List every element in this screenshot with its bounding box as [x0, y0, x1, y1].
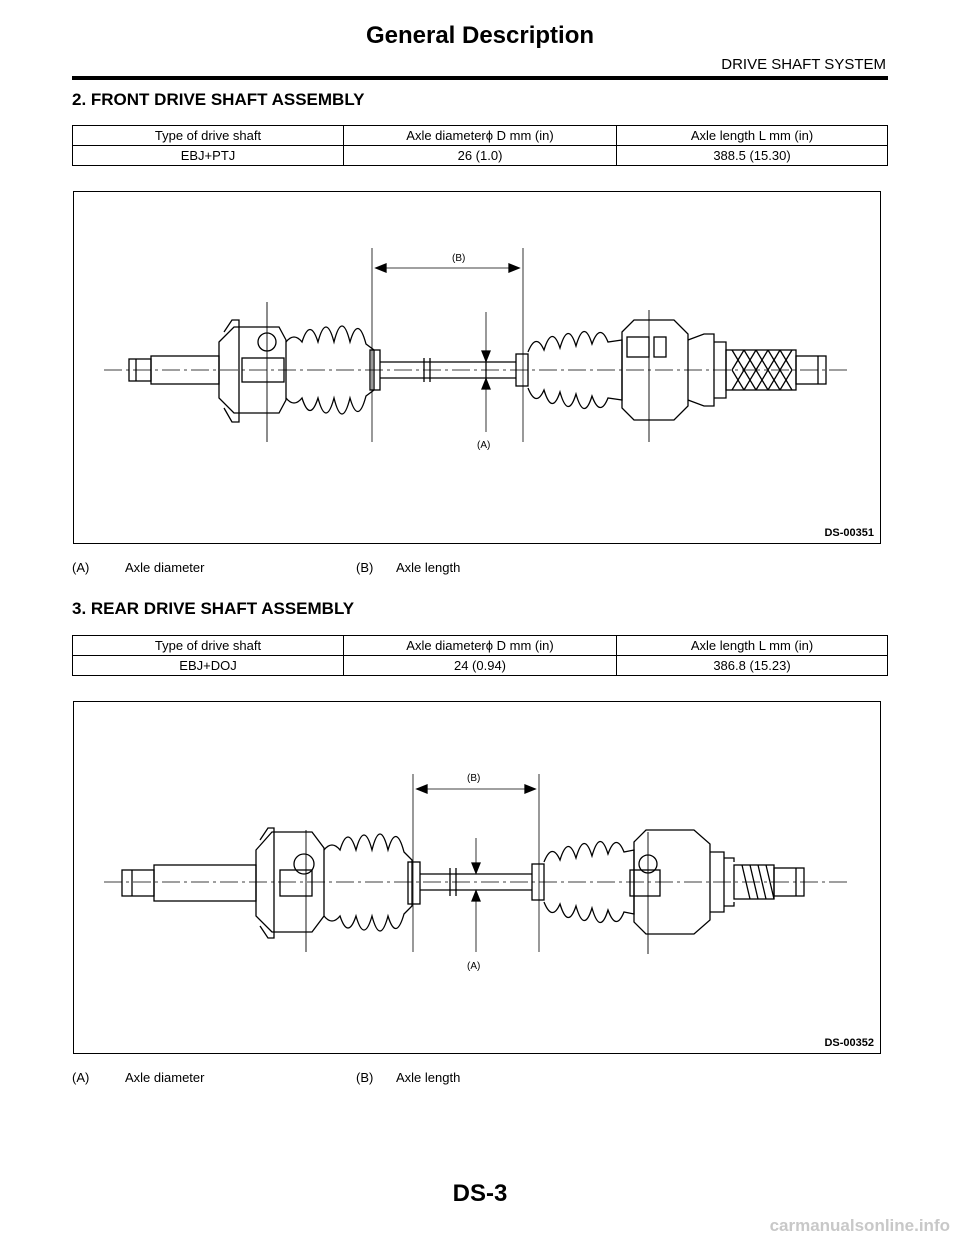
section-header: DRIVE SHAFT SYSTEM	[721, 56, 886, 73]
rear-drive-shaft-figure	[73, 701, 881, 1054]
label-a: (A)	[467, 961, 481, 972]
legend-key: (B)	[356, 1070, 374, 1085]
table-cell: 386.8 (15.23)	[617, 656, 888, 676]
table-header-cell: Axle length L mm (in)	[617, 126, 888, 146]
figure-code: DS-00352	[824, 1037, 874, 1049]
legend-key: (A)	[72, 1070, 90, 1085]
legend-item	[72, 1070, 205, 1085]
table-row	[73, 146, 888, 166]
page-number: DS-3	[452, 1180, 508, 1207]
legend-text: Axle length	[396, 1070, 461, 1085]
front-section-title: 2. FRONT DRIVE SHAFT ASSEMBLY	[72, 90, 365, 109]
legend-item	[72, 560, 205, 575]
legend-text: Axle diameter	[125, 560, 205, 575]
page-title: General Description	[365, 22, 595, 49]
table-header-row	[73, 126, 888, 146]
legend-key: (A)	[72, 560, 90, 575]
figure-code: DS-00351	[824, 527, 874, 539]
rear-spec-table	[72, 635, 888, 676]
table-header-cell: Type of drive shaft	[73, 636, 344, 656]
rear-section-title: 3. REAR DRIVE SHAFT ASSEMBLY	[72, 599, 355, 618]
legend-key: (B)	[356, 560, 374, 575]
table-header-cell: Type of drive shaft	[73, 126, 344, 146]
table-row	[73, 656, 888, 676]
table-cell: EBJ+DOJ	[73, 656, 344, 676]
watermark[interactable]: carmanualsonline.info	[769, 1216, 950, 1235]
legend-text: Axle diameter	[125, 1070, 205, 1085]
table-cell: 24 (0.94)	[344, 656, 617, 676]
front-drive-shaft-figure	[73, 191, 881, 544]
table-cell: 26 (1.0)	[344, 146, 617, 166]
header-rule	[72, 76, 888, 80]
label-a: (A)	[477, 440, 491, 451]
front-drive-shaft-drawing	[74, 192, 880, 543]
table-cell: EBJ+PTJ	[73, 146, 344, 166]
rear-drive-shaft-drawing	[74, 702, 880, 1053]
table-header-cell: Axle diameterϕ D mm (in)	[344, 126, 617, 146]
front-spec-table	[72, 125, 888, 166]
legend-item	[356, 1070, 461, 1085]
table-header-cell: Axle length L mm (in)	[617, 636, 888, 656]
legend-item	[356, 560, 461, 575]
table-header-row	[73, 636, 888, 656]
label-b: (B)	[452, 253, 466, 264]
label-b: (B)	[467, 773, 481, 784]
table-cell: 388.5 (15.30)	[617, 146, 888, 166]
legend-text: Axle length	[396, 560, 461, 575]
table-header-cell: Axle diameterϕ D mm (in)	[344, 636, 617, 656]
